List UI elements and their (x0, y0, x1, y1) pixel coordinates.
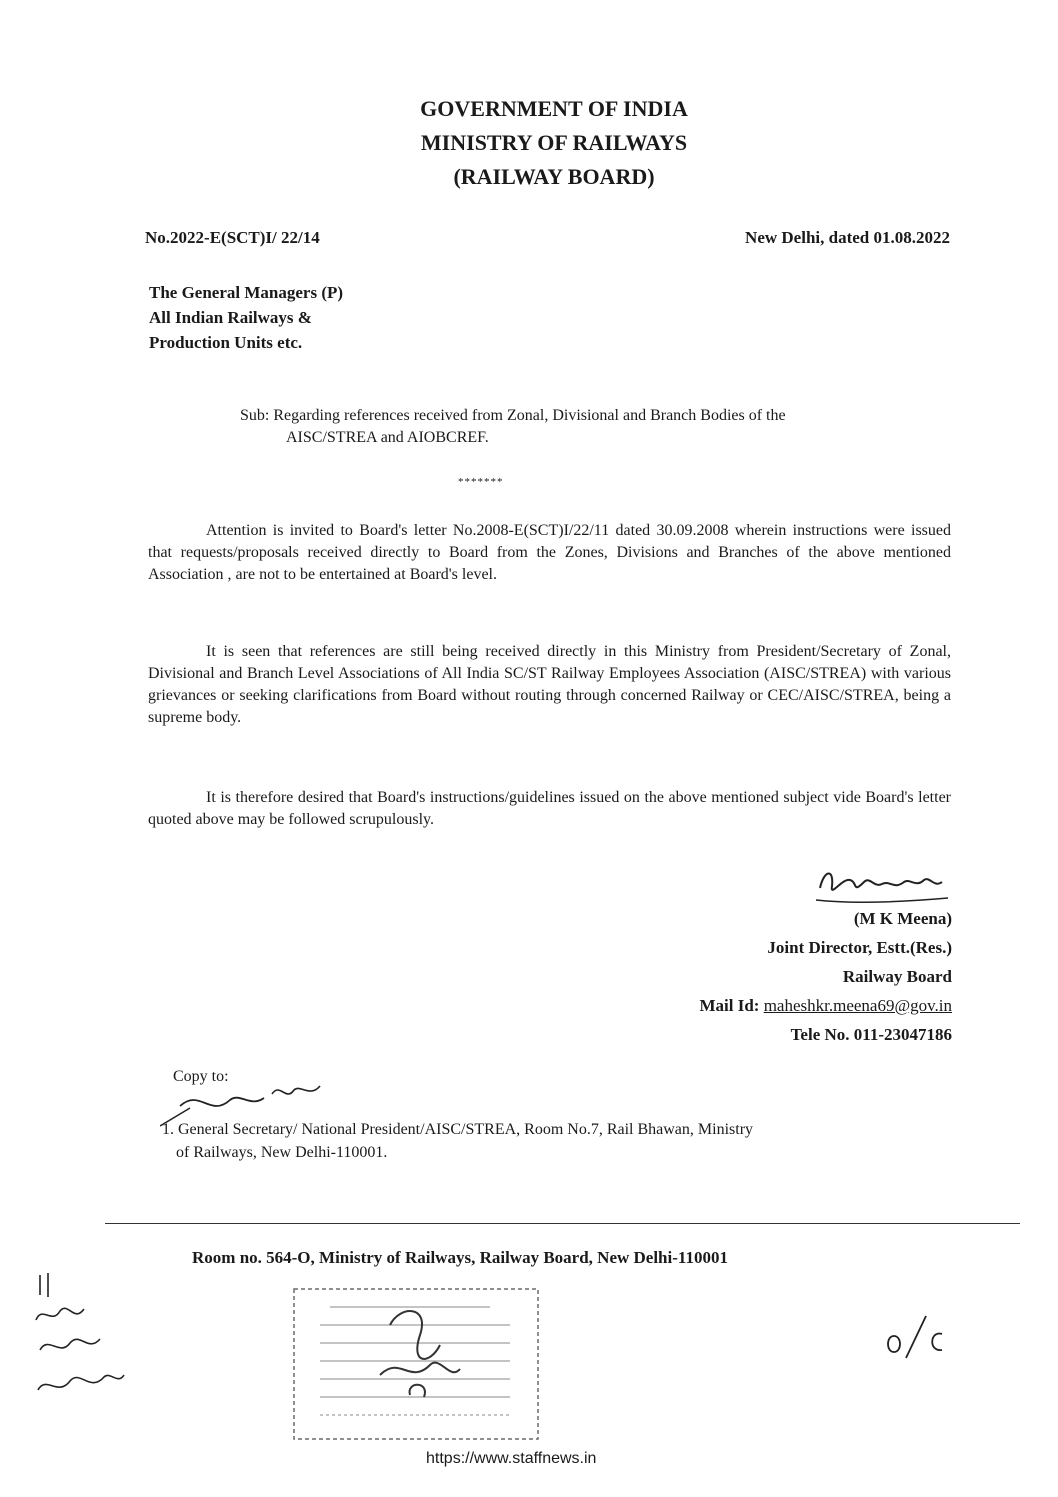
place-and-date: New Delhi, dated 01.08.2022 (745, 228, 950, 247)
reference-number: No.2022-E(SCT)I/ 22/14 (145, 228, 320, 247)
copy-item-number: 1. (162, 1121, 174, 1138)
letterhead-line-board: (RAILWAY BOARD) (453, 164, 655, 189)
footer-divider (105, 1223, 1020, 1224)
handwritten-signature (812, 858, 952, 908)
signatory-telephone: Tele No. 011-23047186 (790, 1025, 952, 1044)
letterhead-line-government: GOVERNMENT OF INDIA (420, 96, 688, 121)
letterhead (0, 92, 1058, 194)
body-paragraph-3: It is therefore desired that Board's instructions/guidelines issued on the above mentioned subject vide Board's letter quoted above may be followed scrupulously. (148, 789, 951, 828)
signatory-name: (M K Meena) (853, 909, 952, 928)
addressee-line-1: The General Managers (P) (149, 283, 344, 302)
addressee-line-3: Production Units etc. (149, 333, 303, 352)
mail-link[interactable]: maheshkr.meena69@gov.in (763, 996, 952, 1015)
copy-to-label: Copy to: (173, 1068, 229, 1085)
handwritten-margin-notes (30, 1265, 140, 1415)
copy-item-text-line-1: General Secretary/ National President/AISC/STREA, Room No.7, Rail Bhawan, Ministry (178, 1121, 754, 1138)
mail-label: Mail Id: (699, 996, 764, 1015)
handwritten-oc-note (880, 1310, 960, 1370)
signatory-block (699, 904, 952, 1049)
body-paragraph-1: Attention is invited to Board's letter No.2008-E(SCT)I/22/11 dated 30.09.2008 wherein instructions were issued that requests/proposals received directly to Board from the Zones, Divisions and Branches of the above mentioned Association , are not to be entertained at Board's level. (148, 522, 951, 583)
copy-to-item-1 (162, 1118, 952, 1164)
copy-item-text-line-2: of Railways, New Delhi-110001. (176, 1144, 388, 1161)
subject-continuation: AISC/STREA and AIOBCREF. (286, 429, 489, 446)
signatory-mail (699, 991, 952, 1020)
subject-text: Sub: Regarding references received from Zonal, Divisional and Branch Bodies of the (240, 407, 786, 424)
addressee-line-2: All Indian Railways & (149, 308, 312, 327)
subject-line (240, 405, 955, 449)
separator-stars: ******* (458, 476, 504, 488)
source-url[interactable]: https://www.staffnews.in (426, 1450, 597, 1467)
signatory-designation: Joint Director, Estt.(Res.) (767, 938, 952, 957)
addressee-block (149, 280, 343, 355)
footer-address: Room no. 564-O, Ministry of Railways, Railway Board, New Delhi-110001 (192, 1248, 728, 1267)
signatory-office: Railway Board (842, 967, 952, 986)
oc-handwriting-icon (880, 1310, 960, 1370)
receipt-stamp (290, 1285, 542, 1445)
body-paragraph-2: It is seen that references are still being received directly in this Ministry from President/Secretary of Zonal, Divisional and Branch Level Associations of All India SC/ST Railway Employees Association (AISC/STREA) with various grievances or seeking clarifications from Board without routing through concerned Railway or CEC/AISC/STREA, being a supreme body. (148, 643, 951, 726)
letterhead-line-ministry: MINISTRY OF RAILWAYS (420, 130, 688, 155)
